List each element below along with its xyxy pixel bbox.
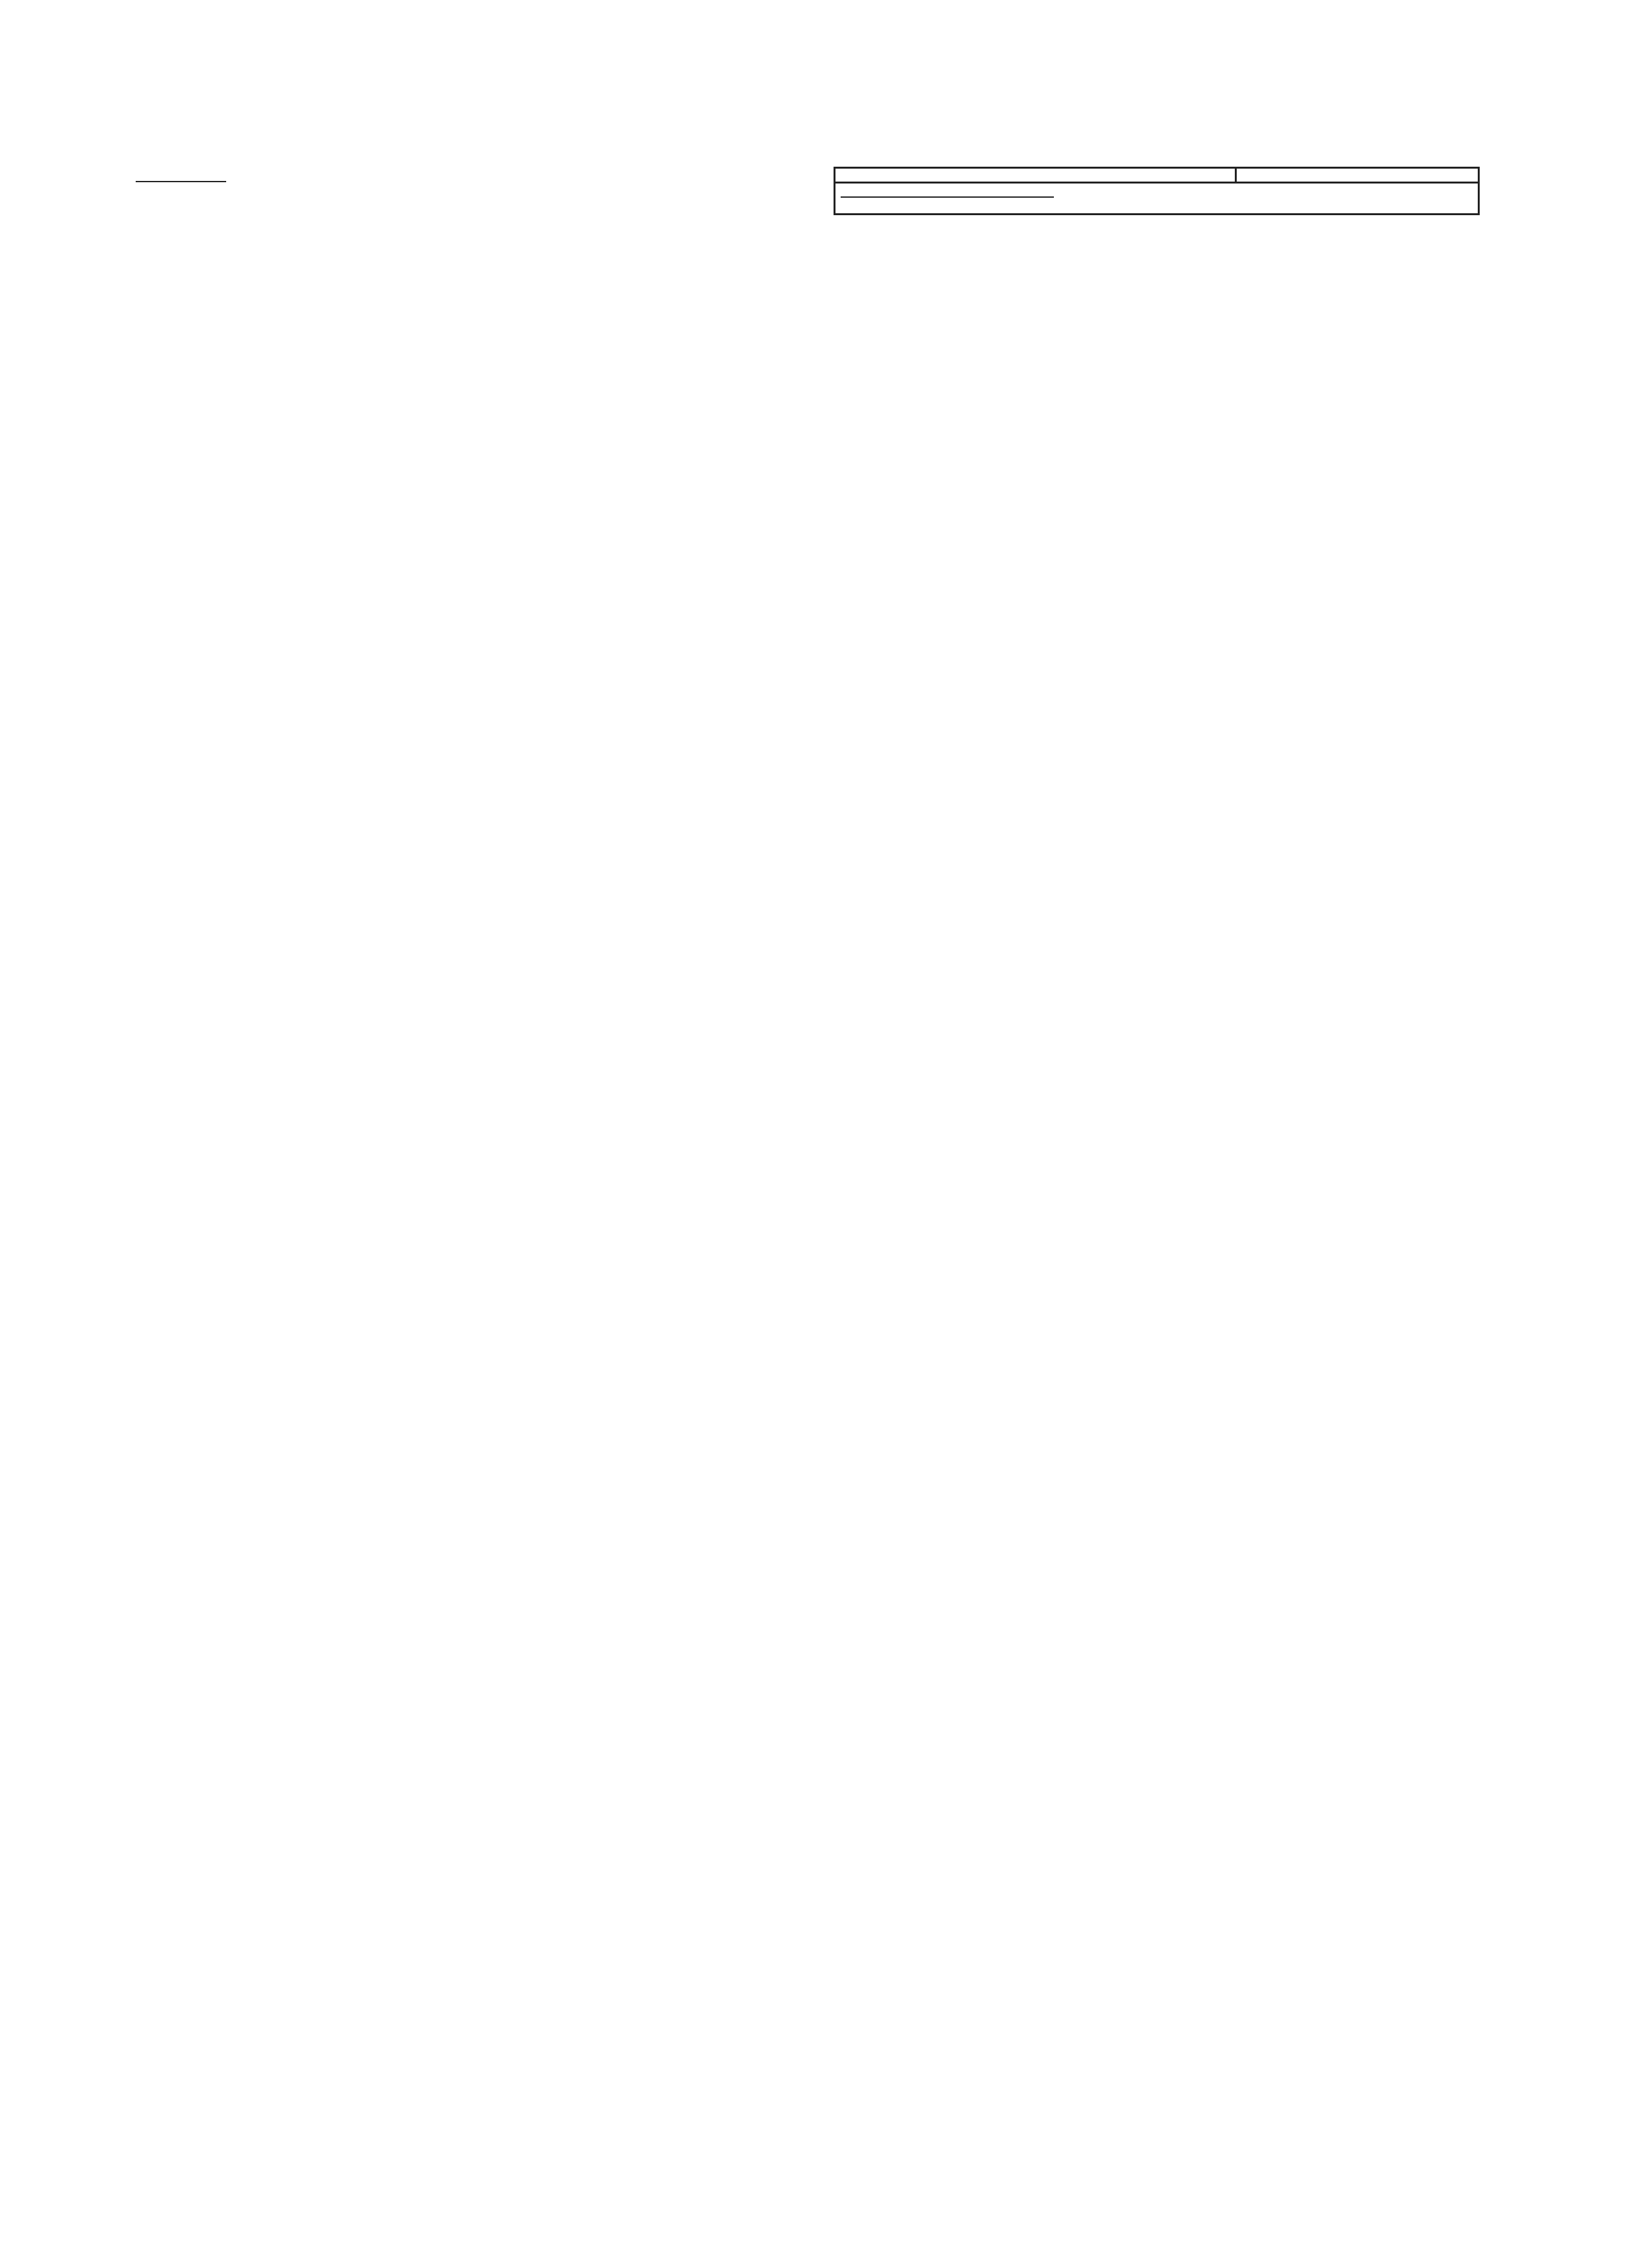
column-header-name	[835, 168, 1236, 183]
column-header-value	[1236, 168, 1479, 183]
norms-table	[834, 167, 1480, 184]
table-header-row	[835, 168, 1479, 183]
left-column	[136, 149, 756, 190]
table-notes	[834, 184, 1480, 215]
footnote-divider	[136, 181, 226, 182]
notes-divider	[841, 196, 1054, 198]
right-column	[834, 149, 1480, 215]
